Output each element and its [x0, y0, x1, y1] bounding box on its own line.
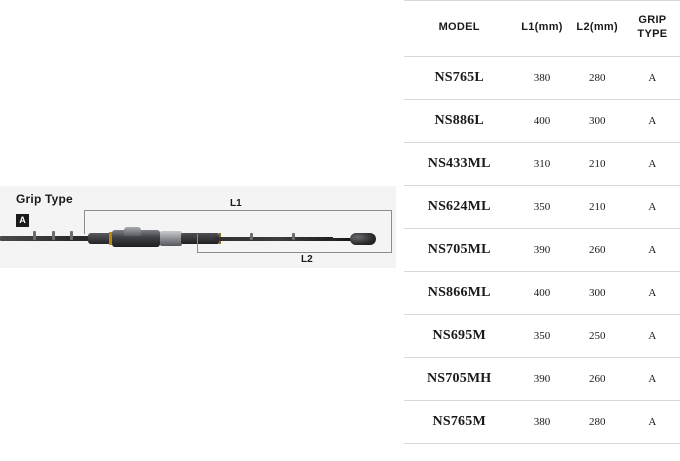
- cell-grip: A: [625, 314, 680, 357]
- l2-dimension-tick-left: [197, 234, 198, 252]
- column-header-model: MODEL: [404, 0, 514, 56]
- cell-l2: 280: [570, 56, 625, 99]
- reel-seat-hood-icon: [124, 227, 141, 236]
- cell-l1: 310: [514, 142, 569, 185]
- cell-l1: 350: [514, 314, 569, 357]
- table-row: [404, 185, 680, 228]
- cell-grip: A: [625, 271, 680, 314]
- cell-model: NS705MH: [404, 357, 514, 400]
- cell-model: NS886L: [404, 99, 514, 142]
- l1-dimension-tick-left: [84, 210, 85, 234]
- column-header-grip-line2: TYPE: [637, 27, 668, 40]
- cell-grip: A: [625, 185, 680, 228]
- cell-l2: 280: [570, 400, 625, 443]
- cell-l2: 250: [570, 314, 625, 357]
- rod-guide-icon: [52, 231, 55, 240]
- cell-model: NS866ML: [404, 271, 514, 314]
- table-row: [404, 228, 680, 271]
- cell-l2: 300: [570, 99, 625, 142]
- cell-l2: 210: [570, 185, 625, 228]
- cell-l2: 260: [570, 357, 625, 400]
- rod-tip-section-icon: [215, 237, 333, 241]
- l2-dimension-line: [197, 252, 392, 253]
- rod-guide-icon: [250, 233, 253, 240]
- cell-l1: 390: [514, 357, 569, 400]
- table-row: [404, 142, 680, 185]
- cell-model: NS705ML: [404, 228, 514, 271]
- cell-grip: A: [625, 400, 680, 443]
- cell-l1: 400: [514, 271, 569, 314]
- grip-type-badge: A: [16, 214, 29, 227]
- l2-dimension-tick-right: [391, 234, 392, 252]
- rod-guide-icon: [292, 233, 295, 240]
- rod-guide-icon: [33, 231, 36, 240]
- table-row: [404, 56, 680, 99]
- cell-grip: A: [625, 228, 680, 271]
- rod-illustration: [0, 220, 396, 254]
- cell-grip: A: [625, 357, 680, 400]
- table-row: [404, 357, 680, 400]
- rod-taper-icon: [330, 238, 352, 241]
- column-header-grip-line1: GRIP: [638, 14, 667, 26]
- cell-grip: A: [625, 99, 680, 142]
- rod-end-cap-icon: [350, 233, 376, 245]
- grip-type-panel: [0, 186, 396, 268]
- l2-dimension-label: L2: [301, 254, 313, 265]
- locking-nut-icon: [160, 231, 182, 246]
- l1-dimension-line: [84, 210, 392, 211]
- cell-model: NS695M: [404, 314, 514, 357]
- table-header-row: [404, 0, 680, 56]
- cell-l2: 260: [570, 228, 625, 271]
- cell-l1: 400: [514, 99, 569, 142]
- table-header: [404, 0, 680, 56]
- cell-l2: 210: [570, 142, 625, 185]
- rear-grip-icon: [181, 233, 219, 244]
- column-header-l1: L1(mm): [514, 0, 569, 56]
- table-row: [404, 400, 680, 443]
- cell-grip: A: [625, 142, 680, 185]
- column-header-l2: L2(mm): [570, 0, 625, 56]
- column-header-grip-type: [625, 0, 680, 56]
- l1-dimension-label: L1: [230, 198, 242, 209]
- cell-model: NS765M: [404, 400, 514, 443]
- rod-guide-icon: [70, 231, 73, 240]
- cell-l1: 380: [514, 56, 569, 99]
- rod-spec-table: [404, 0, 680, 444]
- table-row: [404, 271, 680, 314]
- l1-dimension-tick-right: [391, 210, 392, 234]
- grip-type-title: Grip Type: [16, 192, 73, 206]
- table-body: [404, 56, 680, 443]
- cell-l1: 380: [514, 400, 569, 443]
- cell-model: NS433ML: [404, 142, 514, 185]
- cell-model: NS624ML: [404, 185, 514, 228]
- cell-l2: 300: [570, 271, 625, 314]
- cell-l1: 350: [514, 185, 569, 228]
- table-row: [404, 314, 680, 357]
- cell-l1: 390: [514, 228, 569, 271]
- cell-model: NS765L: [404, 56, 514, 99]
- table-row: [404, 99, 680, 142]
- cell-grip: A: [625, 56, 680, 99]
